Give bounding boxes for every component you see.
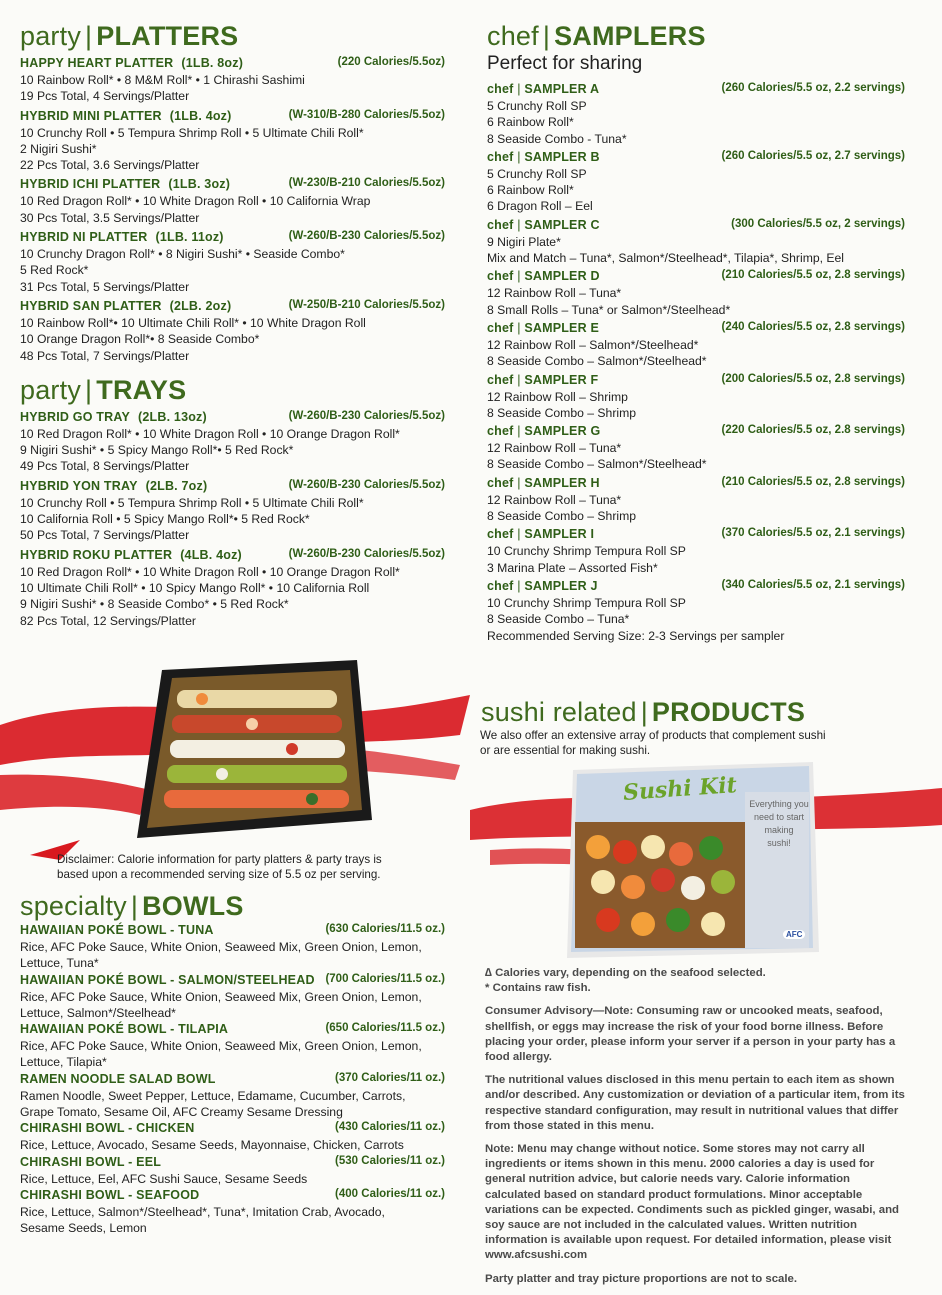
item-line: 8 Seaside Combo – Salmon*/Steelhead*: [487, 354, 707, 369]
chef-label: chef: [487, 217, 514, 232]
item-header: [487, 321, 905, 337]
bowls-section: [20, 890, 445, 1237]
item-name: [20, 479, 207, 493]
item-name: [20, 973, 315, 987]
sampler-item: [487, 373, 905, 422]
afc-badge: AFC: [783, 930, 805, 939]
item-line: 49 Pcs Total, 8 Servings/Platter: [20, 459, 190, 474]
item-name: [20, 56, 243, 70]
item-line: 48 Pcs Total, 7 Servings/Platter: [20, 348, 190, 363]
item-name: chef | SAMPLER E: [487, 320, 600, 335]
item-name: [20, 1188, 199, 1202]
trays-title: party | TRAYS: [20, 374, 187, 405]
item-calories: (260 Calories/5.5 oz, 2.7 servings): [721, 149, 905, 162]
item-line: Mix and Match – Tuna*, Salmon*/Steelhead*, Tilapia*, Shrimp, Eel: [487, 251, 845, 266]
sushi-kit-box-text: [747, 798, 811, 850]
item-line: 8 Seaside Combo – Shrimp: [487, 405, 637, 420]
item-line: Recommended Serving Size: 2-3 Servings per sampler: [487, 628, 785, 643]
box-text-line-1: Everything you: [749, 799, 809, 809]
left-column: [20, 0, 445, 1236]
item-line: 8 Seaside Combo – Salmon*/Steelhead*: [487, 457, 707, 472]
item-title: SAMPLER E: [524, 320, 600, 335]
chef-label: chef: [487, 372, 514, 387]
item-line: 10 Crunchy Shrimp Tempura Roll SP: [487, 544, 686, 559]
item-line: 19 Pcs Total, 4 Servings/Platter: [20, 89, 190, 104]
item-name: chef | SAMPLER A: [487, 82, 600, 96]
bowls-list: [20, 923, 445, 1237]
item-title: SAMPLER H: [524, 475, 600, 490]
item-weight: (1LB. 11oz): [155, 230, 224, 245]
item-calories: (W-310/B-280 Calories/5.5oz): [288, 108, 445, 121]
box-text-line-3: making: [764, 825, 794, 835]
item-title: HYBRID ROKU PLATTER: [20, 547, 173, 562]
item-title: SAMPLER D: [524, 269, 600, 284]
item-line: 8 Small Rolls – Tuna* or Salmon*/Steelhead*: [487, 302, 731, 317]
platters-title: party | PLATTERS: [20, 21, 239, 51]
item-calories: (200 Calories/5.5 oz, 2.8 servings): [721, 372, 905, 385]
item-header: [20, 1188, 445, 1204]
bowl-item: [20, 1022, 445, 1071]
item-title: HAPPY HEART PLATTER: [20, 56, 174, 70]
item-header: [487, 373, 905, 389]
item-line: 2 Nigiri Sushi*: [20, 141, 97, 156]
samplers-title: chef | SAMPLERS: [487, 21, 706, 51]
sampler-item: [487, 218, 905, 267]
item-title: HAWAIIAN POKÉ BOWL - TILAPIA: [20, 1022, 229, 1037]
item-line: 12 Rainbow Roll – Tuna*: [487, 286, 622, 301]
chef-label: chef: [487, 320, 514, 335]
item-line: Rice, AFC Poke Sauce, White Onion, Seaweed Mix, Green Onion, Lemon,: [20, 940, 422, 954]
item-header: [20, 230, 445, 246]
item-calories: (530 Calories/11 oz.): [335, 1154, 445, 1167]
chef-label: chef: [487, 424, 514, 439]
raw-fish-note: * Contains raw fish.: [485, 982, 591, 995]
sampler-item: [487, 579, 905, 644]
item-calories: (400 Calories/11 oz.): [335, 1187, 445, 1200]
item-line: Rice, AFC Poke Sauce, White Onion, Seaweed Mix, Green Onion, Lemon,: [20, 1039, 422, 1054]
platters-list: [20, 56, 445, 364]
item-line: Grape Tomato, Sesame Oil, AFC Creamy Sesame Dressing: [20, 1105, 343, 1120]
item-calories: (240 Calories/5.5 oz, 2.8 servings): [721, 320, 905, 333]
platter-item: [20, 56, 445, 105]
chef-label: chef: [487, 269, 514, 284]
item-header: [20, 479, 445, 495]
item-calories: (210 Calories/5.5 oz, 2.8 servings): [721, 269, 905, 282]
tray-item: [20, 548, 445, 629]
item-title: HYBRID MINI PLATTER: [20, 108, 162, 123]
bowl-item: [20, 1072, 445, 1121]
item-line: 12 Rainbow Roll – Tuna*: [487, 492, 622, 507]
item-name: [20, 923, 214, 937]
item-title: SAMPLER A: [524, 82, 600, 96]
item-calories: (300 Calories/5.5 oz, 2 servings): [731, 217, 905, 230]
bowl-item: [20, 1188, 445, 1237]
box-text-line-2: need to start: [753, 812, 805, 822]
item-line: 10 Ultimate Chili Roll* • 10 Spicy Mango Roll* • 10 California Roll: [20, 580, 370, 595]
item-line: 10 Red Dragon Roll* • 10 White Dragon Roll • 10 Orange Dragon Roll*: [20, 426, 400, 441]
item-line: 31 Pcs Total, 5 Servings/Platter: [20, 279, 190, 294]
sampler-item: [487, 527, 905, 576]
chef-label: chef: [487, 578, 514, 593]
item-title: HAWAIIAN POKÉ BOWL - TUNA: [20, 923, 214, 937]
item-line: 30 Pcs Total, 3.5 Servings/Platter: [20, 210, 200, 225]
bowl-item: [20, 1155, 445, 1187]
item-name: [20, 1121, 195, 1135]
item-header: [487, 269, 905, 285]
item-line: Rice, Lettuce, Eel, AFC Sushi Sauce, Sesame Seeds: [20, 1171, 308, 1186]
item-line: 10 Rainbow Roll* • 8 M&M Roll* • 1 Chirashi Sashimi: [20, 73, 305, 87]
item-title: HYBRID YON TRAY: [20, 478, 138, 493]
item-calories: (220 Calories/5.5oz): [337, 56, 445, 68]
notes: [485, 966, 905, 1295]
item-title: HAWAIIAN POKÉ BOWL - SALMON/STEELHEAD: [20, 972, 315, 987]
item-line: 10 Crunchy Roll • 5 Tempura Shrimp Roll • 5 Ultimate Chili Roll*: [20, 125, 364, 140]
item-weight: (1LB. 3oz): [168, 177, 231, 192]
item-header: [20, 548, 445, 564]
menu-change-note: Note: Menu may change without notice. Some stores may not carry all ingredients or items shown in this menu. 2000 calories a day is used for general nutrition advice, but calorie needs vary. Calorie information calculated based on standard product formulations. Minor acceptable variations can be expected. Condiments such as pickled ginger, wasabi, and soy sauce are not included in the calculated values. Written nutrition information is available upon request. For detailed information, please visit www.afcsushi.com: [485, 1143, 899, 1262]
bowls-title: specialty | BOWLS: [20, 891, 244, 921]
item-line: Lettuce, Tilapia*: [20, 1055, 107, 1070]
item-line: 8 Seaside Combo – Shrimp: [487, 509, 637, 524]
item-calories: (220 Calories/5.5 oz, 2.8 servings): [721, 424, 905, 437]
item-title: SAMPLER C: [524, 217, 600, 232]
item-line: 12 Rainbow Roll – Shrimp: [487, 389, 628, 404]
item-calories: (W-260/B-230 Calories/5.5oz): [288, 478, 445, 491]
item-line: Rice, Lettuce, Salmon*/Steelhead*, Tuna*, Imitation Crab, Avocado,: [20, 1204, 385, 1219]
tray-item: [20, 479, 445, 544]
item-title: SAMPLER J: [524, 578, 598, 593]
proportions-note: Party platter and tray picture proportions are not to scale.: [485, 1272, 798, 1285]
products-section: [481, 696, 905, 758]
item-name: chef | SAMPLER B: [487, 149, 600, 164]
item-header: [20, 177, 445, 193]
item-line: 22 Pcs Total, 3.6 Servings/Platter: [20, 158, 200, 173]
item-calories: (W-250/B-210 Calories/5.5oz): [288, 298, 445, 311]
sushi-kit-box-photo: [563, 762, 823, 958]
item-line: 5 Crunchy Roll SP: [487, 166, 587, 181]
trays-list: [20, 410, 445, 629]
item-name: chef | SAMPLER G: [487, 424, 601, 439]
item-line: 12 Rainbow Roll – Salmon*/Steelhead*: [487, 337, 699, 352]
item-name: [20, 299, 231, 313]
item-header: [20, 56, 445, 72]
products-desc-line-1: We also offer an extensive array of products that complement sushi: [480, 729, 826, 742]
bowl-item: [20, 1121, 445, 1153]
item-line: 6 Rainbow Roll*: [487, 115, 574, 130]
item-header: [20, 299, 445, 315]
item-line: 5 Red Rock*: [20, 263, 89, 278]
item-line: 9 Nigiri Sushi* • 5 Spicy Mango Roll*• 5 Red Rock*: [20, 443, 294, 458]
calories-vary-note: ∆ Calories vary, depending on the seafood selected.: [485, 967, 766, 979]
samplers-list: [487, 82, 905, 644]
item-header: [20, 410, 445, 426]
item-name: [20, 410, 207, 424]
disclaimer-line-1: Disclaimer: Calorie information for party platters & party trays is: [57, 853, 382, 866]
item-name: [20, 1072, 216, 1086]
sampler-item: [487, 321, 905, 370]
item-title: HYBRID SAN PLATTER: [20, 298, 162, 313]
disclaimer: [57, 852, 457, 882]
item-title: CHIRASHI BOWL - CHICKEN: [20, 1121, 195, 1136]
bowl-item: [20, 973, 445, 1022]
item-calories: (340 Calories/5.5 oz, 2.1 servings): [721, 578, 905, 591]
item-header: [487, 579, 905, 595]
item-line: 50 Pcs Total, 7 Servings/Platter: [20, 528, 190, 543]
item-calories: (700 Calories/11.5 oz.): [325, 972, 445, 985]
platter-item: [20, 230, 445, 295]
item-title: RAMEN NOODLE SALAD BOWL: [20, 1071, 216, 1086]
products-title: sushi related | PRODUCTS: [481, 697, 806, 727]
item-name: chef | SAMPLER J: [487, 578, 598, 593]
item-header: [20, 923, 445, 939]
item-weight: (1LB. 8oz): [181, 56, 244, 70]
item-name: chef | SAMPLER D: [487, 269, 600, 284]
platter-item: [20, 177, 445, 226]
item-line: 9 Nigiri Plate*: [487, 234, 561, 249]
item-name: chef | SAMPLER I: [487, 527, 595, 542]
item-weight: (4LB. 4oz): [180, 547, 242, 562]
tray-item: [20, 410, 445, 475]
item-name: [20, 230, 224, 244]
right-column: [480, 0, 905, 1285]
item-line: Lettuce, Tuna*: [20, 956, 99, 971]
item-weight: (2LB. 13oz): [138, 409, 207, 424]
item-title: SAMPLER G: [524, 424, 601, 439]
item-weight: (1LB. 4oz): [169, 108, 232, 123]
item-title: SAMPLER B: [524, 149, 600, 164]
item-title: SAMPLER F: [524, 372, 599, 387]
item-header: [20, 973, 445, 989]
item-header: [487, 527, 905, 543]
item-calories: (W-260/B-230 Calories/5.5oz): [288, 547, 445, 560]
item-calories: (630 Calories/11.5 oz.): [325, 923, 445, 935]
item-calories: (W-260/B-230 Calories/5.5oz): [288, 409, 445, 422]
item-line: 8 Seaside Combo – Tuna*: [487, 612, 630, 627]
chef-label: chef: [487, 149, 514, 164]
item-header: [20, 1072, 445, 1088]
sampler-item: [487, 150, 905, 215]
item-line: Lettuce, Salmon*/Steelhead*: [20, 1005, 176, 1020]
item-header: [487, 218, 905, 234]
item-line: 5 Crunchy Roll SP: [487, 99, 587, 113]
item-calories: (370 Calories/11 oz.): [335, 1071, 445, 1084]
sampler-item: [487, 82, 905, 147]
sampler-item: [487, 424, 905, 473]
item-line: 6 Dragon Roll – Eel: [487, 199, 593, 214]
item-header: [20, 1121, 445, 1137]
item-calories: (370 Calories/5.5 oz, 2.1 servings): [721, 527, 905, 540]
item-line: 10 Rainbow Roll*• 10 Ultimate Chili Roll* • 10 White Dragon Roll: [20, 315, 366, 330]
sushi-platter-photo: [132, 660, 372, 838]
item-line: Ramen Noodle, Sweet Pepper, Lettuce, Edamame, Cucumber, Carrots,: [20, 1088, 406, 1103]
sampler-item: [487, 269, 905, 318]
nutrition-note: The nutritional values disclosed in this menu pertain to each item as shown and/or described. Any customization or deviation of a particular item, from its respective standard configuration, may result in nutritional values that differ from those stated in this menu.: [485, 1074, 905, 1132]
item-line: 10 Red Dragon Roll* • 10 White Dragon Roll • 10 Orange Dragon Roll*: [20, 564, 400, 579]
item-header: [487, 476, 905, 492]
item-title: HYBRID GO TRAY: [20, 409, 130, 424]
bowl-item: [20, 923, 445, 972]
item-line: 10 Red Dragon Roll* • 10 White Dragon Roll • 10 California Wrap: [20, 194, 371, 209]
item-name: chef | SAMPLER C: [487, 217, 600, 232]
item-header: [20, 109, 445, 125]
sushi-kit-logo: Sushi Kit: [622, 772, 738, 806]
item-title: HYBRID ICHI PLATTER: [20, 177, 161, 192]
item-header: [487, 150, 905, 166]
item-calories: (650 Calories/11.5 oz.): [325, 1022, 445, 1035]
item-line: 8 Seaside Combo - Tuna*: [487, 131, 627, 146]
item-line: Rice, AFC Poke Sauce, White Onion, Seaweed Mix, Green Onion, Lemon,: [20, 989, 422, 1004]
item-title: HYBRID NI PLATTER: [20, 230, 148, 245]
item-line: 12 Rainbow Roll – Tuna*: [487, 441, 622, 456]
products-desc-line-2: or are essential for making sushi.: [480, 744, 651, 757]
item-line: Rice, Lettuce, Avocado, Sesame Seeds, Mayonnaise, Chicken, Carrots: [20, 1138, 404, 1153]
box-text-line-4: sushi!: [767, 838, 791, 848]
item-line: 10 Orange Dragon Roll*• 8 Seaside Combo*: [20, 332, 260, 347]
item-title: CHIRASHI BOWL - EEL: [20, 1154, 162, 1169]
sampler-item: [487, 476, 905, 525]
item-calories: (W-260/B-230 Calories/5.5oz): [288, 230, 445, 243]
item-title: SAMPLER I: [524, 527, 595, 542]
consumer-advisory: Consumer Advisory—Note: Consuming raw or uncooked meats, seafood, shellfish, or eggs may increase the risk of your food borne illness. Before placing your order, please inform your server if a person in your party has a food allergy.: [485, 1005, 896, 1064]
item-header: [20, 1022, 445, 1038]
platter-item: [20, 109, 445, 174]
item-name: [20, 109, 232, 123]
item-header: [487, 424, 905, 440]
samplers-subtitle: Perfect for sharing: [487, 53, 643, 74]
platter-item: [20, 299, 445, 364]
item-line: 10 Crunchy Dragon Roll* • 8 Nigiri Sushi* • Seaside Combo*: [20, 247, 345, 262]
item-weight: (2LB. 7oz): [145, 478, 208, 493]
chef-label: chef: [487, 82, 514, 96]
item-name: [20, 548, 242, 562]
item-name: [20, 1155, 161, 1169]
item-line: 82 Pcs Total, 12 Servings/Platter: [20, 613, 196, 628]
item-line: 10 Crunchy Shrimp Tempura Roll SP: [487, 595, 686, 610]
item-calories: (210 Calories/5.5 oz, 2.8 servings): [721, 475, 905, 488]
item-name: chef | SAMPLER F: [487, 372, 599, 387]
item-weight: (2LB. 2oz): [169, 298, 232, 313]
chef-label: chef: [487, 475, 514, 490]
item-header: [20, 1155, 445, 1171]
item-line: 9 Nigiri Sushi* • 8 Seaside Combo* • 5 Red Rock*: [20, 597, 289, 612]
item-name: [20, 177, 230, 191]
item-line: 6 Rainbow Roll*: [487, 183, 574, 198]
item-calories: (260 Calories/5.5 oz, 2.2 servings): [721, 82, 905, 94]
item-name: chef | SAMPLER H: [487, 475, 600, 490]
chef-label: chef: [487, 527, 514, 542]
item-name: [20, 1022, 228, 1036]
item-line: Sesame Seeds, Lemon: [20, 1221, 147, 1236]
item-calories: (W-230/B-210 Calories/5.5oz): [288, 177, 445, 190]
item-calories: (430 Calories/11 oz.): [335, 1121, 445, 1134]
products-description: [480, 728, 905, 758]
item-title: CHIRASHI BOWL - SEAFOOD: [20, 1187, 200, 1202]
item-line: 10 Crunchy Roll • 5 Tempura Shrimp Roll • 5 Ultimate Chili Roll*: [20, 495, 364, 510]
item-line: 3 Marina Plate – Assorted Fish*: [487, 560, 658, 575]
item-line: 10 California Roll • 5 Spicy Mango Roll*• 5 Red Rock*: [20, 512, 310, 527]
item-header: [487, 82, 905, 98]
disclaimer-line-2: based upon a recommended serving size of 5.5 oz per serving.: [57, 868, 381, 881]
